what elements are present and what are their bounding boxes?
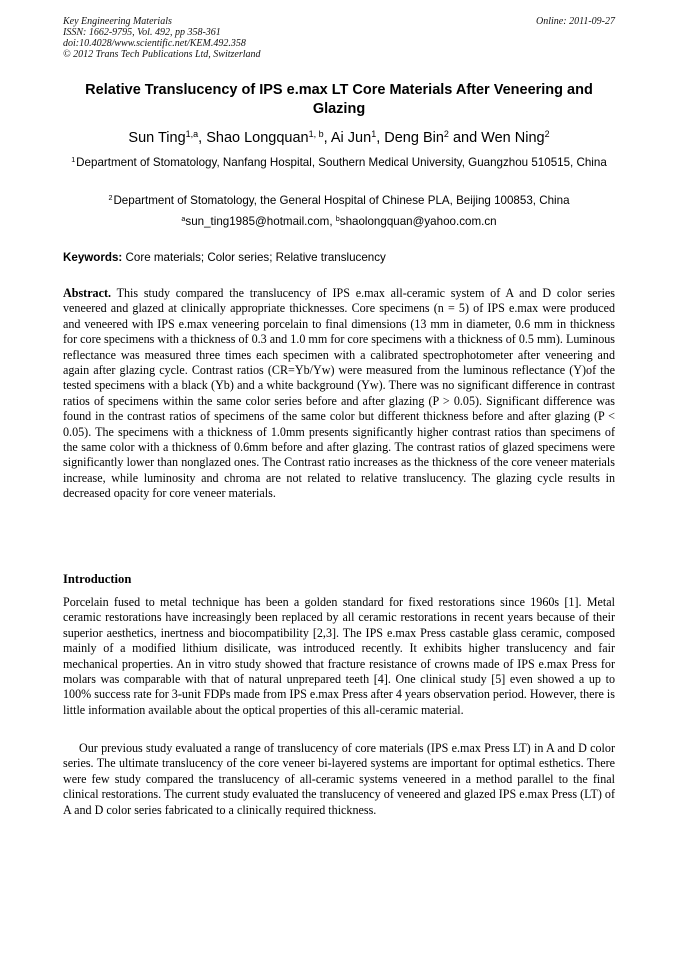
introduction-paragraph: Porcelain fused to metal technique has been a golden standard for fixed restorations since 1960s [1]. Metal ceramic restorations have increasingly been replaced by all ceramic restorations in recent years because of their superior aesthetics, inertness and biocompatibility [2,3]. The IPS e.max Press castable glass ceramic, composed mainly of a modified lithium disilicate, was introduced recently. It exhibits higher translucency and fair mechanical properties. An in vitro study showed that fracture resistance of crowns made of IPS e.max Press for molars was comparable with that of natural unprepared teeth [4]. One clinical study [5] even showed a up to 100% success rate for 3-unit FDPs made from IPS e.max Press after 4 years observation period. However, there is little information available about the optical properties of this all-ceramic material.: [63, 595, 615, 717]
author-separator: ,: [376, 130, 385, 146]
keywords-label: Keywords:: [63, 251, 123, 264]
author-separator: ,: [323, 130, 331, 146]
author-name: Shao Longquan: [206, 130, 309, 146]
author-separator: ,: [198, 130, 207, 146]
online-date: Online: 2011-09-27: [536, 16, 615, 27]
email-address: shaolongquan@yahoo.com.cn: [339, 215, 497, 228]
email-mark: a: [181, 214, 186, 224]
affiliation-2: [63, 193, 615, 209]
affiliation-mark: 2: [108, 193, 113, 203]
author-list: [63, 128, 615, 148]
abstract-label: Abstract.: [63, 286, 112, 300]
author-affiliation-mark: 1,a: [185, 129, 199, 140]
keywords: [63, 250, 615, 265]
author-affiliation-mark: 1: [371, 129, 377, 140]
keywords-text: Core materials; Color series; Relative translucency: [125, 251, 386, 264]
author-affiliation-mark: 2: [443, 129, 449, 140]
author-name: Ai Jun: [330, 130, 372, 146]
paper-title: Relative Translucency of IPS e.max LT Core Materials After Veneering and Glazing: [85, 82, 593, 117]
email-address: sun_ting1985@hotmail.com: [185, 215, 330, 228]
copyright-line: © 2012 Trans Tech Publications Ltd, Switzerland: [63, 49, 261, 60]
abstract-text: This study compared the translucency of IPS e.max all-ceramic system of A and D color series veneered and glazed at clinically appropriate thicknesses. Core specimens (n = 5) of IPS e.max were produced and veneered with IPS e.max veneering porcelain to final dimensions (13 mm in diameter, 0.6 mm in thickness for core specimens with a thickness of 0.3 and 1.0 mm for core specimens with a thickness of 0.5 mm). Luminous reflectance was measured three times each specimen with a calibrated spectrophotometer after veneering and again after glazing cycle. Contrast ratios (CR=Yb/Yw) were measured from the luminous reflectance (Y)of the tested specimens with a black (Yb) and a white background (Yw). There was no significant difference in contrast ratios of specimens within the same color series before and after glazing (P > 0.05). Significant difference was found in the contrast ratios of specimens of the same color but different thickness before and after glazing (P < 0.05). The specimens with a thickness of 1.0mm presents significantly higher contrast ratios than specimens of the same color with a thickness of 0.6mm before and after glazing. The contrast ratios of glazed specimens were significantly lower than nonglazed ones. The Contrast ratio increases as the thickness of the core veneer materials increase, while luminosity and chroma are not related to relative translucency. The glazing cycle results in decreased opacity for core veneer materials.: [63, 286, 615, 501]
affiliation-1: [63, 155, 615, 171]
author-name: Sun Ting: [128, 130, 186, 146]
publication-info: [63, 16, 261, 60]
email-separator: ,: [329, 215, 336, 228]
abstract: [63, 286, 615, 502]
author-affiliation-mark: 1, b: [308, 129, 324, 140]
author-name: Deng Bin: [384, 130, 444, 146]
section-heading-introduction: Introduction: [63, 572, 132, 586]
doi-line: doi:10.4028/www.scientific.net/KEM.492.358: [63, 38, 246, 49]
journal-name: Key Engineering Materials: [63, 16, 172, 27]
author-name: Wen Ning: [481, 130, 545, 146]
affiliation-text: Department of Stomatology, the General Hospital of Chinese PLA, Beijing 100853, China: [113, 194, 570, 207]
author-separator: and: [448, 130, 482, 146]
issn-line: ISSN: 1662-9795, Vol. 492, pp 358-361: [63, 27, 221, 38]
email-list: [63, 214, 615, 230]
introduction-paragraph: Our previous study evaluated a range of translucency of core materials (IPS e.max Press LT) in A and D color series. The ultimate translucency of the core veneer bi-layered systems are important for optimal esthetics. There were few study compared the translucency of all-ceramic systems veneered in a method parallel to the final clinical restorations. The current study evaluated the translucency of veneered and glazed IPS e.max Press (LT) of A and D color series fabricated to a clinically required thickness.: [63, 741, 615, 817]
email-mark: b: [335, 214, 340, 224]
affiliation-text: Department of Stomatology, Nanfang Hospital, Southern Medical University, Guangzhou 510515, China: [76, 156, 607, 169]
affiliation-mark: 1: [71, 155, 76, 165]
author-affiliation-mark: 2: [544, 129, 550, 140]
